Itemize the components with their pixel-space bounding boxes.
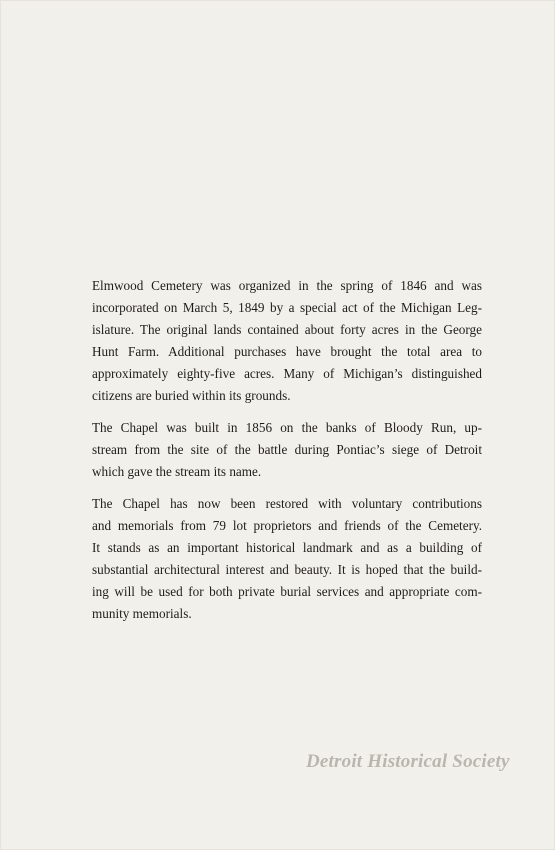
text-line: munity memorials. <box>92 606 192 621</box>
text-line: The Chapel was built in 1856 on the banks of Bloody Run, up- <box>92 420 482 435</box>
watermark-text: Detroit Historical Society <box>306 751 510 772</box>
paragraph-history <box>92 275 482 407</box>
text-line: Elmwood Cemetery was organized in the spring of 1846 and was <box>92 278 482 293</box>
text-line: stream from the site of the battle during Pontiac’s siege of Detroit <box>92 442 482 457</box>
text-line: approximately eighty-five acres. Many of Michigan’s distinguished <box>92 366 482 381</box>
text-line: Hunt Farm. Additional purchases have brought the total area to <box>92 344 482 359</box>
paragraph-chapel-restored <box>92 493 482 625</box>
document-body <box>92 275 482 635</box>
text-line: substantial architectural interest and beauty. It is hoped that the build- <box>92 562 482 577</box>
text-line: and memorials from 79 lot proprietors and friends of the Cemetery. <box>92 518 482 533</box>
text-line: ing will be used for both private burial services and appropriate com- <box>92 584 482 599</box>
text-line: It stands as an important historical landmark and as a building of <box>92 540 482 555</box>
text-line: The Chapel has now been restored with voluntary contributions <box>92 496 482 511</box>
text-line: citizens are buried within its grounds. <box>92 388 291 403</box>
paragraph-chapel-built <box>92 417 482 483</box>
text-line: which gave the stream its name. <box>92 464 262 479</box>
text-line: islature. The original lands contained about forty acres in the George <box>92 322 482 337</box>
text-line: incorporated on March 5, 1849 by a special act of the Michigan Leg- <box>92 300 482 315</box>
